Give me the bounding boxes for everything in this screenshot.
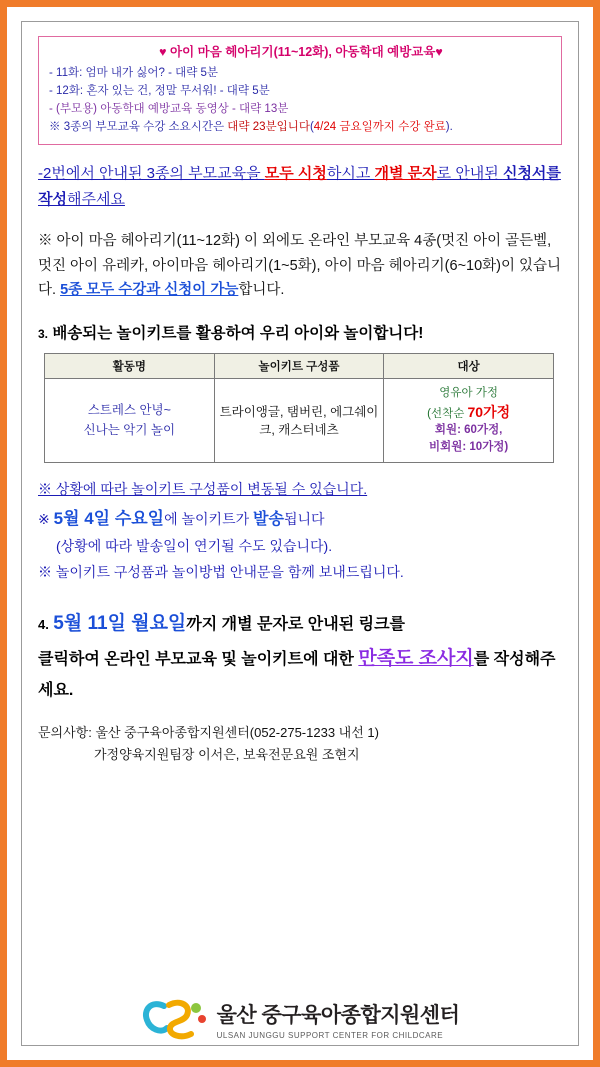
- center-logo-icon: [141, 996, 207, 1042]
- kit-note-2-mid: 에 놀이키트가: [164, 510, 254, 527]
- kit-note-3: (상황에 따라 발송일이 연기될 수도 있습니다).: [56, 538, 333, 555]
- instruction-paragraph: [38, 161, 562, 214]
- play-kit-table: [44, 353, 554, 463]
- target-line-4: 비회원: 10가정): [429, 441, 509, 454]
- notice-footnote-close: ).: [445, 120, 453, 133]
- kit-note-4: ※ 놀이키트 구성품과 놀이방법 안내문을 함께 보내드립니다.: [38, 564, 404, 581]
- notice-line-1: - 11화: 엄마 내가 싫어? - 대략 5분: [49, 67, 219, 80]
- instruction-application-form: 신청서를 작성: [38, 164, 561, 208]
- section-4-line2-text: 클릭하여 온라인 부모교육 및 놀이키트에 대한: [38, 651, 359, 669]
- footer-logo: [7, 996, 593, 1042]
- section-3-number: 3.: [38, 327, 49, 342]
- section-4-date: 5월 11일 월요일: [53, 613, 187, 634]
- table-cell-activity: [45, 379, 215, 463]
- instruction-tail: 해주세요: [66, 190, 125, 208]
- instruction-lead: -2번에서 안내된 3종의 부모교육을: [38, 164, 265, 182]
- notice-title: ♥ 아이 마음 헤아리기(11~12화), 아동학대 예방교육♥: [159, 45, 443, 59]
- section-3-title: 배송되는 놀이키트를 활용하여 우리 아이와 놀이합니다!: [52, 325, 424, 343]
- kit-note-2-prefix: ※: [38, 510, 54, 527]
- section-4-line-2: [38, 641, 562, 706]
- section-4-line-1: [38, 606, 562, 641]
- extra-courses-text: ※ 아이 마음 헤아리기(11~12화) 이 외에도 온라인 부모교육 4종(멋진 아이 골든벨, 멋진 아이 유레카, 아이마음 헤아리기(1~5화), 아이 마음 헤아리기(6~10화)이 있습니다.: [38, 233, 562, 299]
- contact-block: [38, 722, 562, 766]
- instruction-mid-2: 로 안내된: [436, 164, 503, 182]
- section-4-tail: 를 작성해주세요.: [38, 651, 556, 700]
- notice-box: [38, 36, 562, 145]
- target-line-2: [387, 402, 550, 423]
- notice-footnote-open: (: [309, 120, 314, 133]
- notice-footnote: [49, 119, 553, 137]
- center-logo-text: [217, 999, 460, 1040]
- notice-footnote-deadline: 4/24 금요일까지 수강 완료: [313, 120, 446, 133]
- target-line-1: 영유아 가정: [439, 387, 499, 400]
- extra-courses-paragraph: [38, 229, 562, 303]
- table-cell-items: 트라이앵글, 탬버린, 에그쉐이크, 캐스터네츠: [214, 379, 384, 463]
- document-inner-frame: [21, 21, 579, 1046]
- kit-note-2-tail: 됩니다: [283, 510, 325, 527]
- table-header-items: 놀이키트 구성품: [214, 354, 384, 379]
- kit-note-2: [38, 503, 562, 535]
- kit-note-2-date: 5월 4일 수요일: [53, 508, 165, 528]
- contact-line-1: 문의사항: 울산 중구육아종합지원센터(052-275-1233 내선 1): [38, 724, 379, 740]
- kit-note-2-send: 발송: [253, 510, 284, 528]
- section-4-heading: [38, 606, 562, 706]
- instruction-watch-all: 모두 시청: [264, 164, 327, 182]
- section-4-survey: 만족도 조사지: [358, 648, 474, 670]
- target-prefix: (선착순: [427, 407, 468, 420]
- center-name-kr: 울산 중구육아종합지원센터: [216, 1003, 460, 1027]
- table-cell-target: [384, 379, 554, 463]
- instruction-mid-1: 하시고: [326, 164, 375, 182]
- instruction-individual-sms: 개별 문자: [374, 164, 437, 182]
- activity-line-2: 신나는 악기 놀이: [83, 423, 176, 438]
- activity-line-1: 스트레스 안녕~: [87, 403, 171, 418]
- notice-line-2: - 12화: 혼자 있는 건, 정말 무서워! - 대략 5분: [49, 85, 270, 98]
- target-count: 70가정: [467, 403, 511, 420]
- kit-notes: [38, 477, 562, 586]
- notice-line-3: - (부모용) 아동학대 예방교육 동영상 - 대략 13분: [49, 103, 289, 115]
- table-header-target: 대상: [384, 354, 554, 379]
- table-header-row: [45, 354, 554, 379]
- notice-footnote-duration: 대략 23분입니다: [227, 120, 310, 133]
- kit-note-1: ※ 상황에 따라 놀이키트 구성품이 변동될 수 있습니다.: [38, 480, 368, 497]
- target-line-3: 회원: 60가정,: [434, 424, 503, 437]
- extra-courses-highlight: 5종 모두 수강과 신청이 가능: [60, 282, 239, 299]
- extra-courses-tail: 합니다.: [238, 282, 285, 299]
- section-3-heading: [38, 321, 562, 343]
- table-header-activity: 활동명: [45, 354, 215, 379]
- table-row: [45, 379, 554, 463]
- section-4-number: 4.: [38, 617, 49, 632]
- section-4-mid: 까지 개별 문자로 안내된 링크를: [186, 616, 405, 633]
- notice-footnote-prefix: ※ 3종의 부모교육 수강 소요시간은: [49, 120, 228, 133]
- center-name-en: ULSAN JUNGGU SUPPORT CENTER FOR CHILDCARE: [216, 1030, 444, 1040]
- contact-line-2: 가정양육지원팀장 이서은, 보육전문요원 조현지: [94, 746, 360, 762]
